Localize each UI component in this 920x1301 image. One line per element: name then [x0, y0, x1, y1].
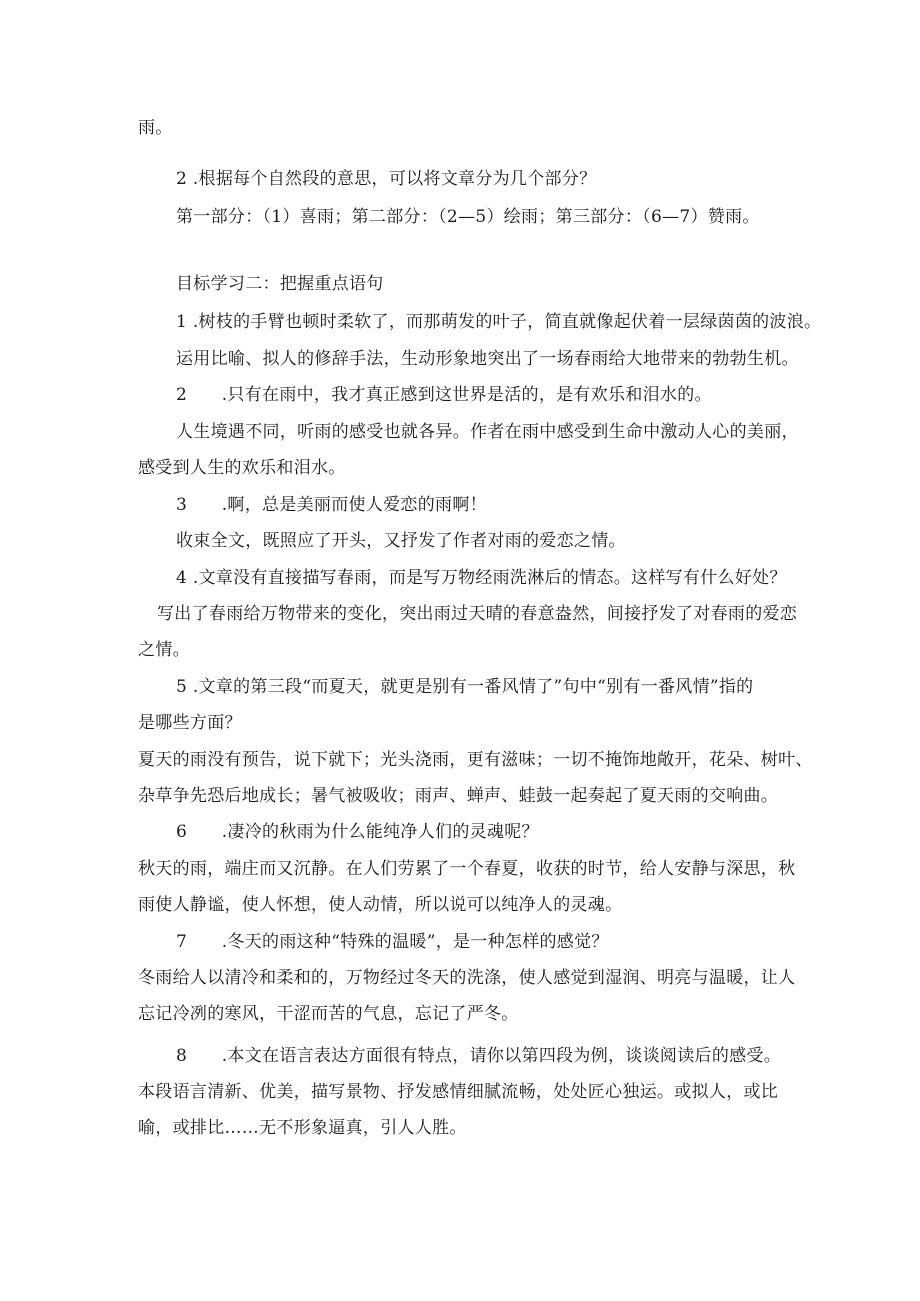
answer-8-line-2: 喻，或排比……无不形象逼真，引人人胜。 — [138, 1118, 467, 1138]
question-2-text: 2 .根据每个自然段的意思，可以将文章分为几个部分？ — [176, 169, 597, 189]
answer-7-line-1: 冬雨给人以清冷和柔和的，万物经过冬天的洗涤，使人感觉到湿润、明亮与温暖，让人 — [138, 968, 796, 988]
question-5-line-2: 是哪些方面？ — [138, 713, 242, 733]
question-4-text: 4 .文章没有直接描写春雨，而是写万物经雨洗淋后的情态。这样写有什么好处？ — [176, 568, 787, 588]
analysis-1-line-1: 运用比喻、拟人的修辞手法，生动形象地突出了一场春雨给大地带来的勃勃生机。 — [176, 349, 799, 369]
answer-5-line-1: 夏天的雨没有预告，说下就下；光头浇雨，更有滋味；一切不掩饰地敞开，花朵、树叶、 — [138, 750, 813, 770]
question-8-text: 8 .本文在语言表达方面很有特点，请你以第四段为例，谈谈阅读后的感受。 — [176, 1046, 782, 1066]
question-7-text: 7 .冬天的雨这种“特殊的温暖”，是一种怎样的感觉？ — [176, 932, 609, 952]
answer-4-line-2: 之情。 — [138, 640, 190, 660]
analysis-2-line-2: 感受到人生的欢乐和泪水。 — [138, 458, 346, 478]
key-sentence-2: 2 .只有在雨中，我才真正感到这世界是活的，是有欢乐和泪水的。 — [176, 385, 712, 405]
answer-4-line-1: 写出了春雨给万物带来的变化，突出雨过天晴的春意盎然，间接抒发了对春雨的爱恋 — [157, 604, 798, 624]
key-sentence-3: 3 .啊，总是美丽而使人爱恋的雨啊！ — [176, 495, 487, 515]
question-6-text: 6 .凄冷的秋雨为什么能纯净人们的灵魂呢？ — [176, 822, 539, 842]
answer-8-line-1: 本段语言清新、优美，描写景物、抒发感情细腻流畅，处处匠心独运。或拟人，或比 — [138, 1082, 779, 1102]
answer-7-line-2: 忘记冷冽的寒风，干涩而苦的气息，忘记了严冬。 — [138, 1004, 519, 1024]
intro-tail-text: 雨。 — [138, 118, 173, 138]
answer-2-text: 第一部分：（1）喜雨；第二部分：（2—5）绘雨；第三部分：（6—7）赞雨。 — [176, 207, 760, 227]
answer-6-line-2: 雨使人静谧，使人怀想，使人动情，所以说可以纯净人的灵魂。 — [138, 895, 623, 915]
answer-5-line-2: 杂草争先恐后地成长；暑气被吸收；雨声、蝉声、蛙鼓一起奏起了夏天雨的交响曲。 — [138, 786, 779, 806]
analysis-2-line-1: 人生境遇不同，听雨的感受也就各异。作者在雨中感受到生命中激动人心的美丽， — [176, 422, 799, 442]
analysis-3-line-1: 收束全文，既照应了开头，又抒发了作者对雨的爱恋之情。 — [176, 531, 626, 551]
answer-6-line-1: 秋天的雨，端庄而又沉静。在人们劳累了一个春夏，收获的时节，给人安静与深思，秋 — [138, 859, 796, 879]
section-title: 目标学习二：把握重点语句 — [176, 274, 384, 294]
key-sentence-1: 1 .树枝的手臂也顿时柔软了，而那萌发的叶子，简直就像起伏着一层绿茵茵的波浪。 — [176, 312, 822, 332]
question-5-line-1: 5 .文章的第三段“而夏天，就更是别有一番风情了”句中“别有一番风情”指的 — [176, 677, 754, 697]
